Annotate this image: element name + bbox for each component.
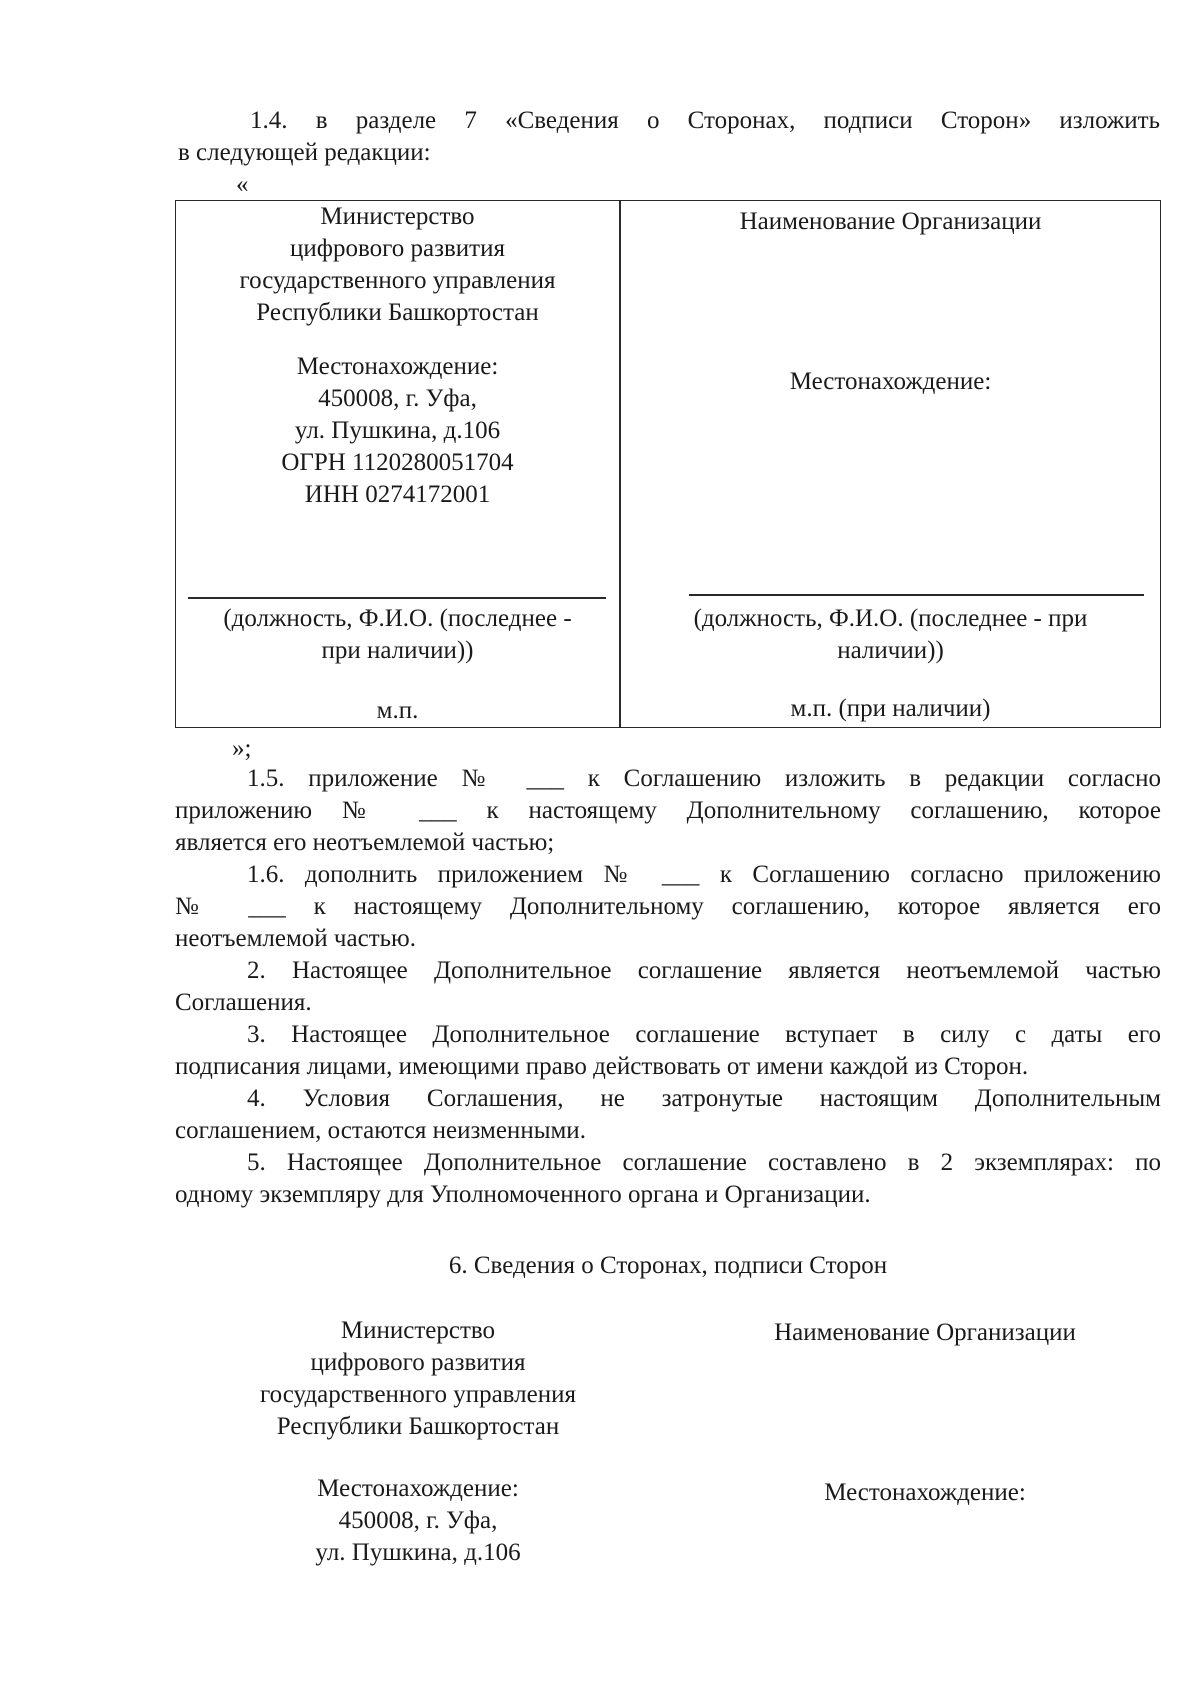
inn-line: ИНН 0274172001 bbox=[304, 481, 491, 508]
clause-line: 1.6. дополнить приложением № ___ к Соглашению согласно приложению bbox=[247, 861, 1161, 888]
ministry-name bbox=[176, 201, 619, 329]
clause-3 bbox=[175, 1019, 1161, 1083]
clause-1-4 bbox=[178, 105, 1160, 169]
clauses-body bbox=[175, 763, 1161, 1211]
clause-line: 2. Настоящее Дополнительное соглашение является неотъемлемой частью bbox=[247, 957, 1161, 984]
signature-caption-line: (должность, Ф.И.О. (последнее - при bbox=[693, 605, 1088, 632]
clause-line: 3. Настоящее Дополнительное соглашение вступает в силу с даты его bbox=[247, 1021, 1161, 1048]
ministry-name-line: Республики Башкортостан bbox=[256, 299, 539, 326]
signature-caption-line: (должность, Ф.И.О. (последнее - bbox=[223, 605, 572, 632]
clause-1-6 bbox=[175, 859, 1161, 955]
address-line: 450008, г. Уфа, bbox=[318, 385, 477, 412]
clause-line: 5. Настоящее Дополнительное соглашение составлено в 2 экземплярах: по bbox=[247, 1149, 1161, 1176]
address-line: ул. Пушкина, д.106 bbox=[315, 1539, 521, 1566]
section-6-organization-name: Наименование Организации bbox=[774, 1319, 1076, 1346]
ministry-name-line: государственного управления bbox=[239, 267, 556, 294]
signature-caption-organization bbox=[621, 603, 1160, 667]
stamp-label-organization: м.п. (при наличии) bbox=[790, 695, 991, 722]
ministry-name-line: государственного управления bbox=[260, 1381, 576, 1408]
clause-line: № ___ к настоящему Дополнительному соглашению, которое является его bbox=[175, 893, 1161, 920]
clause-line: является его неотъемлемой частью; bbox=[175, 829, 555, 856]
ministry-name-line: Министерство bbox=[340, 1317, 496, 1344]
address-line: 450008, г. Уфа, bbox=[338, 1507, 498, 1534]
clause-1-4-line-1: 1.4. в разделе 7 «Сведения о Сторонах, подписи Сторон» изложить bbox=[250, 107, 1160, 134]
stamp-label-ministry: м.п. bbox=[376, 697, 419, 724]
clause-1-5 bbox=[175, 763, 1161, 859]
table-cell-organization bbox=[621, 201, 1160, 727]
quote-open-mark: « bbox=[236, 171, 249, 198]
clause-line: приложению № ___ к настоящему Дополнительному соглашению, которое bbox=[175, 797, 1161, 824]
quote-close-mark: »; bbox=[232, 735, 252, 762]
clause-line: подписания лицами, имеющими право действовать от имени каждой из Сторон. bbox=[175, 1053, 1029, 1080]
signature-caption-line: при наличии)) bbox=[321, 637, 474, 664]
clause-2 bbox=[175, 955, 1161, 1019]
clause-5 bbox=[175, 1147, 1161, 1211]
signature-line-ministry bbox=[188, 597, 606, 599]
ministry-name-line: цифрового развития bbox=[310, 1349, 526, 1376]
ministry-name-line: Министерство bbox=[320, 203, 475, 230]
ministry-address bbox=[176, 351, 619, 511]
table-cell-ministry bbox=[176, 201, 619, 727]
organization-address-label: Местонахождение: bbox=[789, 368, 992, 395]
section-6-ministry bbox=[218, 1315, 618, 1569]
clause-line: 1.5. приложение № ___ к Соглашению изложить в редакции согласно bbox=[247, 765, 1161, 792]
signature-caption-line: наличии)) bbox=[837, 637, 944, 664]
clause-line: неотъемлемой частью. bbox=[175, 925, 416, 952]
clause-line: одному экземпляру для Уполномоченного органа и Организации. bbox=[175, 1181, 871, 1208]
clause-line: 4. Условия Соглашения, не затронутые настоящим Дополнительным bbox=[247, 1085, 1161, 1112]
address-label: Местонахождение: bbox=[296, 353, 499, 380]
parties-table bbox=[175, 200, 1161, 728]
organization-name: Наименование Организации bbox=[739, 208, 1042, 235]
section-6-organization-address-label: Местонахождение: bbox=[824, 1479, 1026, 1506]
clause-4 bbox=[175, 1083, 1161, 1147]
signature-caption-ministry bbox=[176, 603, 619, 667]
ministry-name-line: цифрового развития bbox=[290, 235, 505, 262]
signature-line-organization bbox=[689, 594, 1144, 596]
ogrn-line: ОГРН 1120280051704 bbox=[281, 449, 514, 476]
section-6-title: 6. Сведения о Сторонах, подписи Сторон bbox=[448, 1252, 888, 1279]
clause-line: Соглашения. bbox=[175, 989, 312, 1016]
address-line: ул. Пушкина, д.106 bbox=[294, 417, 501, 444]
ministry-name-line: Республики Башкортостан bbox=[276, 1413, 560, 1440]
clause-1-4-line-2: в следующей редакции: bbox=[178, 139, 431, 166]
clause-line: соглашением, остаются неизменными. bbox=[175, 1117, 586, 1144]
address-label: Местонахождение: bbox=[317, 1475, 519, 1502]
